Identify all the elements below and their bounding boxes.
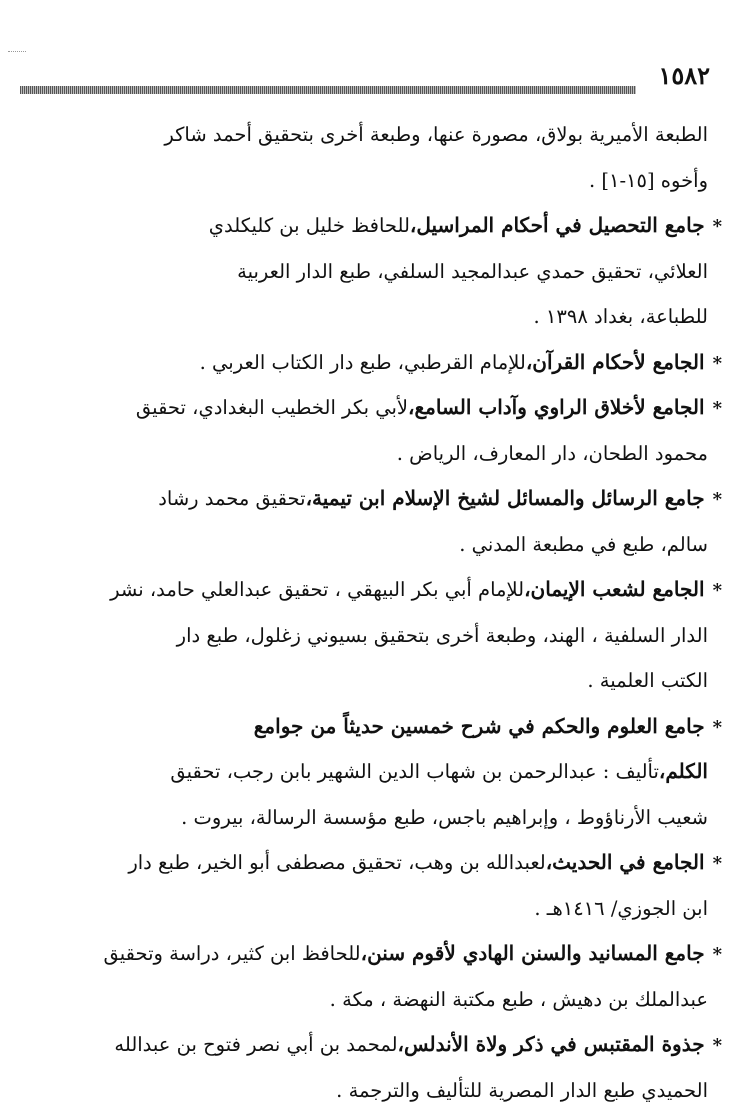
entry-title: جذوة المقتبس في ذكر ولاة الأندلس،	[398, 1032, 705, 1056]
entry-details: لمحمد بن أبي نصر فتوح بن عبدالله	[114, 1033, 397, 1056]
page-header	[20, 62, 710, 96]
bibliography-content	[25, 112, 722, 1113]
text-line: الكتب العلمية .	[25, 658, 722, 704]
entry-title: جامع العلوم والحكم في شرح خمسين حديثاً من جوامع	[254, 714, 705, 738]
entry-details: تحقيق محمد رشاد	[158, 487, 305, 510]
text-line: محمود الطحان، دار المعارف، الرياض .	[25, 431, 722, 477]
text-line: ابن الجوزي/ ١٤١٦هـ .	[25, 886, 722, 932]
asterisk-icon: *	[713, 489, 722, 510]
entry-details: لعبدالله بن وهب، تحقيق مصطفى أبو الخير، طبع دار	[128, 851, 545, 874]
entry-details: للحافظ ابن كثير، دراسة وتحقيق	[104, 942, 361, 965]
asterisk-icon: *	[713, 216, 722, 237]
asterisk-icon: *	[713, 353, 722, 374]
asterisk-icon: *	[713, 398, 722, 419]
text-line: وأخوه [١٥-١] .	[25, 158, 722, 204]
asterisk-icon: *	[713, 1035, 722, 1056]
entry-title: الجامع لشعب الإيمان،	[524, 577, 705, 601]
text-line: الحميدي طبع الدار المصرية للتأليف والترجمة .	[25, 1068, 722, 1113]
asterisk-icon: *	[713, 944, 722, 965]
text-line	[25, 749, 722, 795]
entry-details: للحافظ خليل بن كليكلدي	[209, 214, 410, 237]
bibliography-entry	[25, 931, 722, 977]
bibliography-entry	[25, 476, 722, 522]
entry-title: الجامع في الحديث،	[546, 850, 705, 874]
bibliography-entry	[25, 567, 722, 613]
entry-title: جامع التحصيل في أحكام المراسيل،	[410, 213, 705, 237]
text-line: سالم، طبع في مطبعة المدني .	[25, 522, 722, 568]
entry-title: الجامع لأخلاق الراوي وآداب السامع،	[408, 395, 705, 419]
entry-title: الجامع لأحكام القرآن،	[526, 350, 705, 374]
text-line: الطبعة الأميرية بولاق، مصورة عنها، وطبعة أخرى بتحقيق أحمد شاكر	[25, 112, 722, 158]
asterisk-icon: *	[713, 717, 722, 738]
text-line: عبدالملك بن دهيش ، طبع مكتبة النهضة ، مكة .	[25, 977, 722, 1023]
bibliography-entry	[25, 385, 722, 431]
entry-details: للإمام القرطبي، طبع دار الكتاب العربي .	[200, 351, 526, 374]
bibliography-entry	[25, 203, 722, 249]
bibliography-entry	[25, 340, 722, 386]
entry-details: تأليف : عبدالرحمن بن شهاب الدين الشهير بابن رجب، تحقيق	[170, 760, 659, 783]
bibliography-entry	[25, 840, 722, 886]
entry-details: لأبي بكر الخطيب البغدادي، تحقيق	[136, 396, 408, 419]
entry-title: جامع الرسائل والمسائل لشيخ الإسلام ابن تيمية،	[306, 486, 705, 510]
entry-title: جامع المسانيد والسنن الهادي لأقوم سنن،	[361, 941, 705, 965]
text-line: العلائي، تحقيق حمدي عبدالمجيد السلفي، طبع الدار العربية	[25, 249, 722, 295]
text-line: للطباعة، بغداد ١٣٩٨ .	[25, 294, 722, 340]
bibliography-entry	[25, 1022, 722, 1068]
page-number: ١٥٨٢	[658, 64, 710, 88]
asterisk-icon: *	[713, 580, 722, 601]
asterisk-icon: *	[713, 853, 722, 874]
text-line: الدار السلفية ، الهند، وطبعة أخرى بتحقيق بسيوني زغلول، طبع دار	[25, 613, 722, 659]
header-rule	[20, 86, 636, 94]
entry-title-continuation: الكلم،	[659, 759, 708, 783]
text-line: شعيب الأرناؤوط ، وإبراهيم باجس، طبع مؤسسة الرسالة، بيروت .	[25, 795, 722, 841]
bibliography-entry	[25, 704, 722, 750]
scan-mark	[8, 51, 26, 54]
entry-details: للإمام أبي بكر البيهقي ، تحقيق عبدالعلي حامد، نشر	[110, 578, 524, 601]
